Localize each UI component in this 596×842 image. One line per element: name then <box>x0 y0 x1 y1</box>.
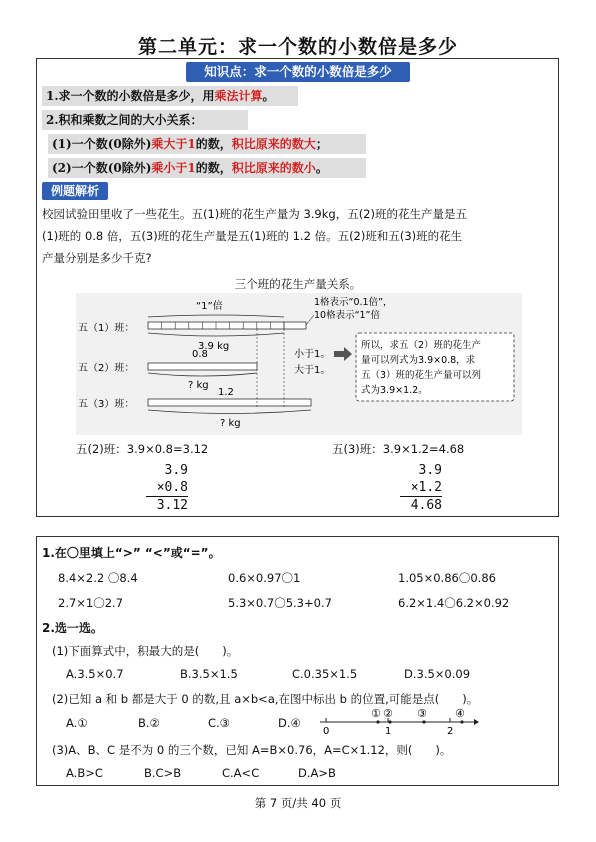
text-highlight: 乘大于1 <box>151 137 196 151</box>
point-1 <box>376 720 379 723</box>
one-times-label: “1”倍 <box>196 301 223 312</box>
question-1-item: 2.7×1〇2.7 <box>58 596 124 610</box>
option-d: D.④ <box>278 716 301 730</box>
row-2-label: 五（2）班： <box>78 363 135 374</box>
brace-top <box>148 315 284 317</box>
row-3-label: 五（3）班： <box>78 399 135 410</box>
conclusion-line-4: 式为3.9×1.2。 <box>361 385 428 396</box>
example-banner: 例题解析 <box>42 182 108 200</box>
point-label-1: ① <box>371 708 381 720</box>
option-c: C.A<C <box>222 766 260 780</box>
conclusion-line-2: 量可以列式为3.9×0.8，求 <box>361 355 476 366</box>
vertical-calc-1 <box>146 462 188 514</box>
question-1-item: 5.3×0.7〇5.3+0.7 <box>228 596 332 610</box>
less-than-one: 小于1。 <box>294 349 331 360</box>
option-d: D.A>B <box>298 766 336 780</box>
question-2-3: (3)A、B、C 是不为 0 的三个数，已知 A=B×0.76，A=C×1.12，则( )。 <box>52 743 452 757</box>
brace-q1 <box>148 373 257 376</box>
greater-than-one: 大于1。 <box>294 365 331 376</box>
question-1-item: 0.6×0.97〇1 <box>228 571 301 585</box>
knowledge-banner: 知识点：求一个数的小数倍是多少 <box>186 62 410 82</box>
option-b: B.C>B <box>144 766 182 780</box>
text-highlight: 乘法计算 <box>214 89 263 103</box>
text: 的数， <box>195 137 232 151</box>
question-1-item: 1.05×0.86〇0.86 <box>398 571 496 585</box>
conclusion-line-1: 所以，求五（2）班的花生产 <box>361 340 482 351</box>
page-title: 第二单元：求一个数的小数倍是多少 <box>137 36 458 58</box>
operand: 3.9 <box>418 463 442 478</box>
text: 。 <box>262 89 275 103</box>
text: 的数， <box>195 161 232 175</box>
problem-line-3: 产量分别是多少千克? <box>42 251 152 265</box>
row-1-label: 五（1）班： <box>78 323 135 334</box>
calc-class-3: 五(3)班：3.9×1.2=4.68 <box>332 442 465 456</box>
multiplier-0-8: 0.8 <box>192 349 208 360</box>
conclusion-line-3: 五（3）班的花生产量可以列 <box>361 370 482 381</box>
text: 1.求一个数的小数倍是多少，用 <box>46 89 215 103</box>
calc-class-2: 五(2)班：3.9×0.8=3.12 <box>76 442 209 456</box>
text: (1)一个数(0除外) <box>52 137 152 151</box>
knowledge-line-1 <box>42 86 298 106</box>
point-label-4: ④ <box>455 708 465 720</box>
option-b: B.3.5×1.5 <box>180 667 238 681</box>
tick-label-2: 2 <box>447 726 454 737</box>
number-line <box>316 708 480 738</box>
result: 4.68 <box>410 498 442 513</box>
problem-line-2: (1)班的 0.8 倍，五(3)班的花生产量是五(1)班的 1.2 倍。五(2)班和五(3)班的花生 <box>42 229 463 243</box>
question-1-title: 1.在〇里填上“>” “<”或“=”。 <box>42 546 221 560</box>
option-c: C.③ <box>208 716 230 730</box>
question-2-title: 2.选一选。 <box>42 621 103 635</box>
option-c: C.0.35×1.5 <box>292 667 358 681</box>
bar-row-1-extra <box>284 322 306 329</box>
knowledge-line-2 <box>42 110 248 130</box>
unknown-row-3: ? kg <box>220 418 241 429</box>
point-label-2: ② <box>383 708 393 720</box>
text-highlight: 乘小于1 <box>151 161 196 175</box>
point-2 <box>388 720 391 723</box>
question-1-item: 8.4×2.2 〇8.4 <box>58 571 138 585</box>
point-label-3: ③ <box>417 708 427 720</box>
text: ； <box>315 137 328 151</box>
unknown-row-2: ? kg <box>188 380 209 391</box>
page-footer: 第 7 页/共 40 页 <box>254 796 342 810</box>
text: 。 <box>315 161 328 175</box>
operand: ×0.8 <box>146 479 188 497</box>
tick-label-1: 1 <box>385 726 392 737</box>
knowledge-line-4 <box>48 158 366 178</box>
diagram-title: 三个班的花生产量关系。 <box>234 277 362 291</box>
tick-label-0: 0 <box>323 726 330 737</box>
line-diagram <box>76 293 522 435</box>
option-a: A.① <box>66 716 88 730</box>
result: 3.12 <box>156 498 188 513</box>
question-1-item: 6.2×1.4〇6.2×0.92 <box>398 596 510 610</box>
option-a: A.3.5×0.7 <box>66 667 124 681</box>
text: (2)一个数(0除外) <box>52 161 152 175</box>
value-3-9kg: 3.9 kg <box>198 341 230 352</box>
point-4 <box>460 720 463 723</box>
question-2-1: (1)下面算式中，积最大的是( )。 <box>52 644 239 658</box>
point-3 <box>422 720 425 723</box>
arrow-icon <box>334 347 352 361</box>
axis-arrow-icon <box>474 719 479 725</box>
option-d: D.3.5×0.09 <box>404 667 471 681</box>
vertical-calc-2 <box>400 462 442 514</box>
note-line-2: 10格表示“1”倍 <box>314 310 380 321</box>
bar-row-2 <box>148 363 257 370</box>
operand: ×1.2 <box>400 479 442 497</box>
question-2-2: (2)已知 a 和 b 都是大于 0 的数,且 a×b<a,在图中标出 b 的位置,可能是点( )。 <box>52 692 479 706</box>
note-line-1: 1格表示“0.1倍”， <box>314 297 393 308</box>
operand: 3.9 <box>164 463 188 478</box>
brace-q2 <box>148 410 311 414</box>
text-highlight: 积比原来的数大 <box>231 137 316 151</box>
bar-row-3 <box>148 399 311 406</box>
note-pointer <box>306 315 314 325</box>
number-line-svg <box>316 708 480 738</box>
text: 2.积和乘数之间的大小关系： <box>46 113 203 127</box>
knowledge-line-3 <box>48 134 366 154</box>
option-b: B.② <box>138 716 160 730</box>
line-diagram-svg <box>76 293 522 435</box>
problem-line-1: 校园试验田里收了一些花生。五(1)班的花生产量为 3.9kg，五(2)班的花生产量是五 <box>42 207 467 221</box>
text-highlight: 积比原来的数小 <box>231 161 316 175</box>
option-a: A.B>C <box>66 766 103 780</box>
multiplier-1-2: 1.2 <box>218 387 234 398</box>
brace-v1 <box>148 333 284 336</box>
